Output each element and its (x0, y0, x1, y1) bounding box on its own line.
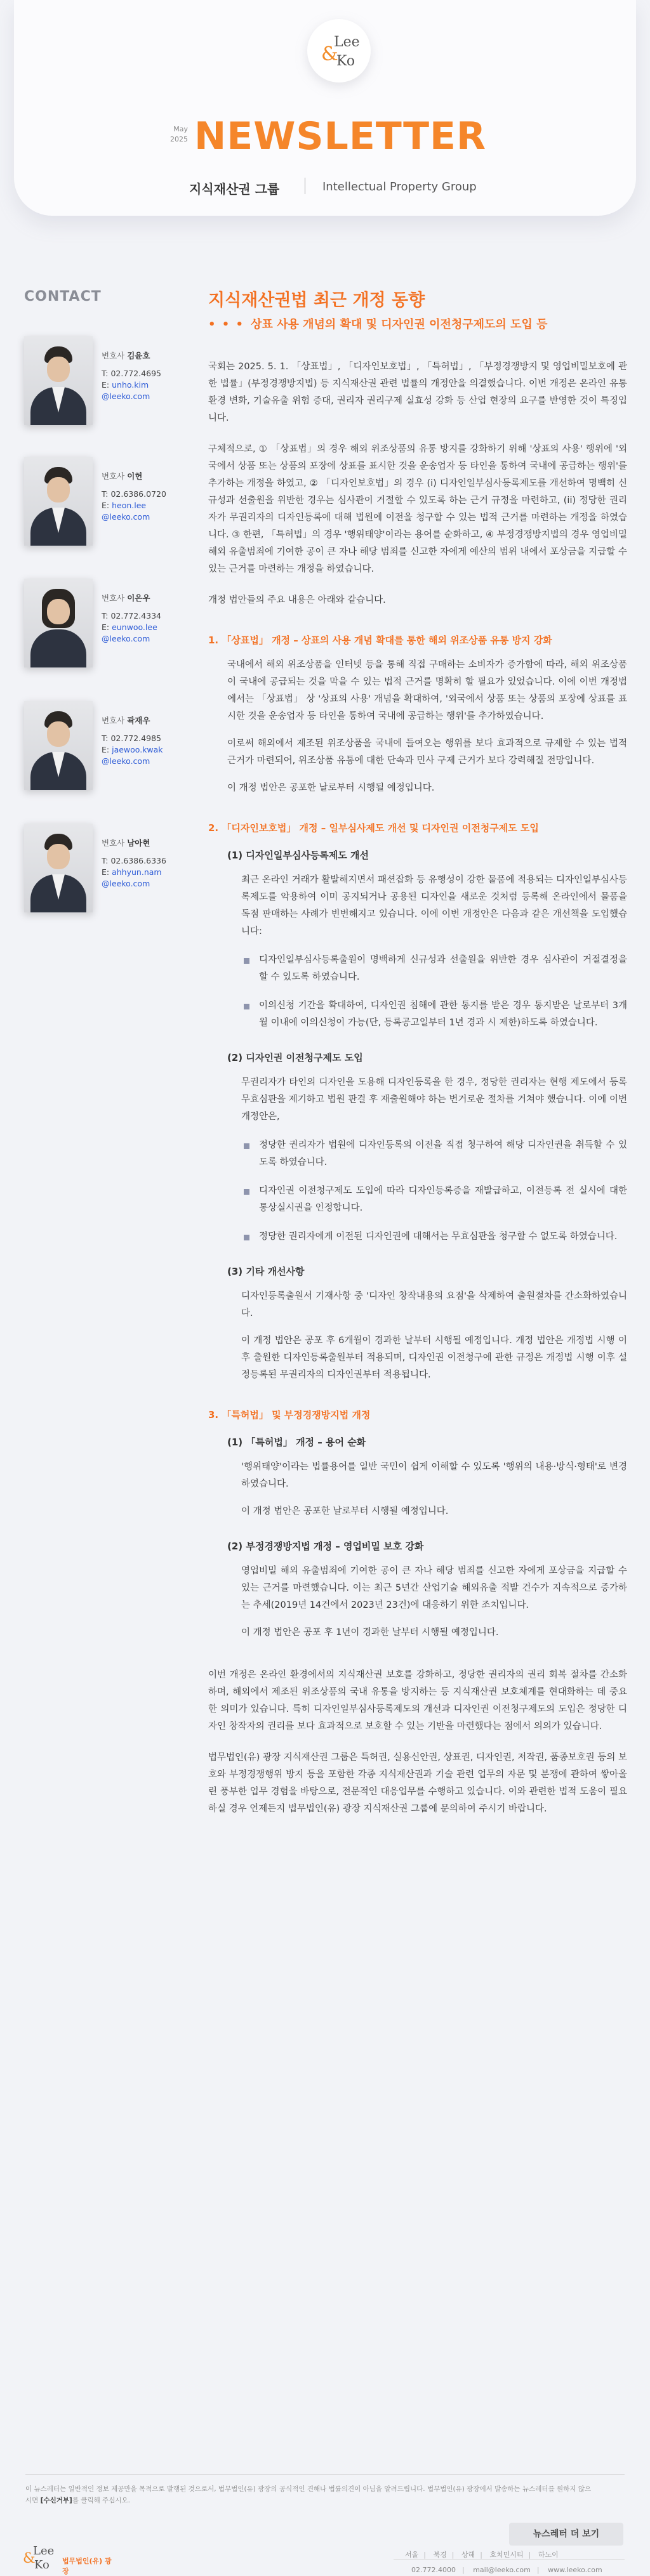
intro-paragraph: 구체적으로, ① 「상표법」의 경우 해외 위조상품의 유통 방지를 강화하기 위해 '상표의 사용' 행위에 '외국에서 상품 또는 상품의 포장에 상표를 표시한 것을 운송업자 등 타인을 통하여 국내에 공급하는 행위'를 추가하는 개정을 하였고, ② 「디자인보호법」의 경우 (i) 디자인일부심사등록제도를 개선하여 명백히 신규성과 선출원을 위반한 경우는 심사관이 거절할 수 있도록 하는 근거 규정을 마련하고, (ii) 정당한 권리자가 무권리자의 디자인등록에 대해 법원에 이전을 청구할 수 있는 법적 근거를 마련하는 개정을 하였습니다. ③ 한편, 「특허법」의 경우 '행위태양'이라는 용어를 순화하고, ④ 부정경쟁방지법의 경우 영업비밀 해외 유출범죄에 기여한 공이 큰 자나 해당 범죄를 신고한 자에게 예산의 범위 내에서 포상금을 지급할 수 있는 근거를 마련하는 개정을 하였습니다. (208, 444, 627, 574)
email-label: E: (102, 745, 112, 754)
closing-paragraph: 법무법인(유) 광장 지식재산권 그룹은 특허권, 실용신안권, 상표권, 디자인권, 저작권, 품종보호권 등의 보호와 부정경쟁행위 방지 등을 포함한 각종 지식재산권과 기술 관련 업무의 자문 및 분쟁에 관하여 쌓아올린 풍부한 업무 경험을 바탕으로, 전문적인 대응업무를 수행하고 있습니다. 이와 관련한 법적 도움이 필요하실 경우 언제든지 법무법인(유) 광장 지식재산권 그룹에 문의하여 주시기 바랍니다. (208, 1752, 627, 1814)
subsection-paragraph: 이 개정 법안은 공포 후 6개월이 경과한 날부터 시행될 예정입니다. 개정 법안은 개정법 시행 이후 출원한 디자인등록출원부터 적용되며, 디자인권 이전청구에 관한 규정은 개정법 시행 이후 설정등록된 무권리자의 디자인권부터 적용됩니다. (241, 1336, 627, 1380)
bullet-item: 정당한 권리자가 법원에 디자인등록의 이전을 직접 청구하여 해당 디자인권을 취득할 수 있도록 하였습니다. (241, 1137, 627, 1171)
lawyer-photo (24, 336, 93, 425)
article-title: 지식재산권법 최근 개정 동향 (208, 291, 425, 310)
contact-email-line (102, 744, 197, 756)
contact-email-domain[interactable]: @leeko.com (102, 512, 150, 522)
contact-email-link[interactable]: heon.lee (112, 501, 147, 510)
office-list: 서울 | 북경 | 상해 | 호치민시티 | 하노이 (405, 2551, 559, 2559)
section-number: 2. (208, 822, 219, 834)
contact-email-link[interactable]: jaewoo.kwak (112, 745, 163, 754)
unsubscribe-link[interactable]: [수신거부] (40, 2497, 72, 2504)
office-hcmc[interactable]: 호치민시티 (489, 2551, 524, 2559)
leeko-logo[interactable] (307, 19, 371, 82)
contact-phone: T: 02.6386.0720 (102, 489, 166, 499)
email-label: E: (102, 501, 112, 510)
subsection-paragraph: 최근 온라인 거래가 활발해지면서 패션잡화 등 유행성이 강한 물품에 적용되는 디자인일부심사등록제도를 악용하여 이미 공지되거나 공용된 디자인을 새로운 것처럼 등록해 온라인에서 물품을 독점 판매하는 사례가 빈번해지고 있습니다. 이에 이번 개정안은 다음과 같은 개선책을 도입했습니다: (241, 875, 627, 936)
contact-email-domain[interactable]: @leeko.com (102, 879, 150, 888)
group-name-english: Intellectual Property Group (322, 180, 477, 194)
closing-paragraph: 이번 개정은 온라인 환경에서의 지식재산권 보호를 강화하고, 정당한 권리자의 권리 회복 절차를 간소화하며, 해외에서 제조된 위조상품의 국내 유통을 방지하는 등 지식재산권 보호체계를 현대화하는 데 중요한 의미가 있습니다. 특히 디자인일부심사등록제도의 개선과 디자인권 이전청구제도의 도입은 정당한 디자인 창작자의 권리를 보다 효과적으로 보호할 수 있는 기반을 마련했다는 점에서 의의가 있습니다. (208, 1670, 627, 1732)
contact-phone: T: 02.772.4334 (102, 611, 161, 621)
section-heading (208, 1408, 627, 1421)
contact-role: 변호사 (102, 838, 125, 848)
subsection-paragraph: 이 개정 법안은 공포한 날로부터 시행될 예정입니다. (241, 1506, 449, 1516)
subsection-paragraph: 영업비밀 해외 유출범죄에 기여한 공이 큰 자나 해당 범죄를 신고한 자에게 포상금을 지급할 수 있는 근거를 마련했습니다. 이는 최근 5년간 산업기술 해외유출 적발 건수가 지속적으로 증가하는 추세(2019년 14건에서 2023년 23건)에 대응하기 위한 조치입니다. (241, 1566, 627, 1610)
intro-paragraph: 국회는 2025. 5. 1. 「상표법」, 「디자인보호법」, 「특허법」, 「부정경쟁방지 및 영업비밀보호에 관한 법률」(부정경쟁방지법) 등 지식재산권 관련 법률의 개정안을 의결했습니다. 이번 개정은 온라인 유통환경 변화, 기술유출 위험 증대, 권리자 권리구제 실효성 강화 등 산업 현장의 요구를 반영한 것이 특징입니다. (208, 362, 627, 423)
contact-info (102, 593, 197, 645)
disclaimer (25, 2483, 597, 2506)
office-beijing[interactable]: 북경 (433, 2551, 447, 2559)
intro-paragraph: 개정 법안들의 주요 내용은 아래와 같습니다. (208, 595, 386, 605)
subtitle-dots: • • • (208, 318, 245, 331)
section-heading (208, 633, 627, 647)
subsection-title: (1) 「특허법」 개정 – 용어 순화 (227, 1436, 366, 1448)
disclaimer-tail: 를 클릭해 주십시오. (72, 2497, 130, 2504)
contact-name-line (102, 471, 197, 482)
contact-email-link[interactable]: ahhyun.nam (112, 867, 162, 877)
section-paragraph: 이 개정 법안은 공포한 날로부터 시행될 예정입니다. (227, 783, 435, 793)
subsection-paragraph: 이 개정 법안은 공포 후 1년이 경과한 날부터 시행될 예정입니다. (241, 1627, 499, 1638)
footer-contacts: 02.772.4000 | mail@leeko.com | www.leeko.com (411, 2566, 602, 2574)
subsection-title: (3) 기타 개선사항 (227, 1266, 305, 1277)
subsection-title: (1) 디자인일부심사등록제도 개선 (227, 850, 369, 861)
footer-logo-ko: Ko (34, 2558, 50, 2572)
lawyer-photo (24, 701, 93, 790)
article-subtitle-line (208, 317, 627, 333)
email-label: E: (102, 380, 112, 390)
office-shanghai[interactable]: 상해 (461, 2551, 475, 2559)
contact-card (24, 336, 196, 431)
email-label: E: (102, 622, 112, 632)
contact-email-line (102, 500, 197, 511)
office-seoul[interactable]: 서울 (405, 2551, 419, 2559)
logo-lee: Lee (334, 34, 360, 50)
contact-email-line (102, 622, 197, 633)
contact-email-line (102, 867, 197, 878)
section-paragraph: 이로써 해외에서 제조된 위조상품을 국내에 들여오는 행위를 보다 효과적으로 규제할 수 있는 법적 근거가 마련되어, 위조상품 유통에 대한 단속과 민사 구제 근거가 보다 강력해질 전망입니다. (227, 739, 627, 766)
contact-info (102, 471, 197, 523)
contact-email-link[interactable]: unho.kim (112, 380, 149, 390)
contact-info (102, 715, 197, 767)
subsection-title: (2) 부정경쟁방지법 개정 – 영업비밀 보호 강화 (227, 1541, 424, 1552)
bullet-item: 이의신청 기간을 확대하여, 디자인권 침해에 관한 통지를 받은 경우 통지받은 날로부터 3개월 이내에 이의신청이 가능(단, 등록공고일부터 1년 경과 시 제한)하도록 하였습니다. (241, 997, 627, 1032)
footer-phone: 02.772.4000 (411, 2566, 456, 2574)
article-subtitle: 상표 사용 개념의 확대 및 디자인권 이전청구제도의 도입 등 (251, 318, 548, 331)
lawyer-photo (24, 579, 93, 667)
contact-email-link[interactable]: eunwoo.lee (112, 622, 157, 632)
subsection-paragraph: 디자인등록출원서 기재사항 중 '디자인 창작내용의 요점'을 삭제하여 출원절차를 간소화하였습니다. (241, 1291, 627, 1318)
footer-logo-lee: Lee (33, 2544, 55, 2558)
footer-website[interactable]: www.leeko.com (548, 2566, 602, 2574)
contact-name-line (102, 715, 197, 726)
footer-logo[interactable] (23, 2544, 118, 2575)
contact-phone: T: 02.772.4695 (102, 369, 161, 378)
logo-ampersand: & (321, 43, 338, 65)
issue-date (160, 124, 188, 145)
logo-ko: Ko (336, 53, 355, 69)
subsection-paragraph: '행위태양'이라는 법률용어를 일반 국민이 쉽게 이해할 수 있도록 '행위의 내용·방식·형태'로 변경하였습니다. (241, 1462, 627, 1489)
issue-year: 2025 (170, 135, 188, 143)
contact-email-domain[interactable]: @leeko.com (102, 756, 150, 766)
contact-info (102, 838, 197, 890)
contact-name-line (102, 593, 197, 604)
section-title: 「상표법」 개정 – 상표의 사용 개념 확대를 통한 해외 위조상품 유통 방지 강화 (222, 634, 552, 646)
contact-email-line (102, 379, 197, 391)
email-label: E: (102, 867, 112, 877)
issue-month: May (173, 125, 188, 133)
contact-name: 이은우 (127, 593, 150, 603)
section-number: 1. (208, 634, 219, 646)
header-card (14, 0, 636, 216)
section-paragraph: 국내에서 해외 위조상품을 인터넷 등을 통해 직접 구매하는 소비자가 증가함에 따라, 해외 위조상품이 국내에 공급되는 것을 막을 수 있는 법적 근거를 명확히 할 필요가 있었습니다. 이에 이번 개정법에서는 「상표법」 상 '상표의 사용' 개념을 확대하여, '외국에서 상품 또는 상품의 포장에 상표를 표시한 것을 운송업자 등 타인을 통하여 국내에 공급하는 행위'를 추가하였습니다. (227, 660, 628, 721)
contact-phone: T: 02.6386.6336 (102, 856, 166, 865)
section-heading (208, 821, 627, 834)
section-title: 「특허법」 및 부정경쟁방지법 개정 (222, 1409, 371, 1421)
bullet-item: 디자인일부심사등록출원이 명백하게 신규성과 선출원을 위반한 경우 심사관이 거절결정을 할 수 있도록 하였습니다. (241, 952, 627, 986)
footer-email[interactable]: mail@leeko.com (473, 2566, 531, 2574)
disclaimer-text: 이 뉴스레터는 일반적인 정보 제공만을 목적으로 발행된 것으로서, 법무법인(유) 광장의 공식적인 견해나 법률의견이 아님을 알려드립니다. 법무법인(유) 광장에서 발송하는 뉴스레터를 원하지 않으시면 (25, 2485, 592, 2504)
contact-role: 변호사 (102, 593, 125, 603)
newsletter-header (0, 0, 650, 254)
contact-role: 변호사 (102, 351, 125, 360)
contact-card (24, 457, 196, 552)
section-title: 「디자인보호법」 개정 – 일부심사제도 개선 및 디자인권 이전청구제도 도입 (222, 822, 539, 834)
contact-email-domain[interactable]: @leeko.com (102, 634, 150, 643)
more-newsletters-button[interactable]: 뉴스레터 더 보기 (509, 2523, 623, 2546)
subsection-title: (2) 디자인권 이전청구제도 도입 (227, 1052, 363, 1063)
bullet-item: 정당한 권리자에게 이전된 디자인권에 대해서는 무효심판을 청구할 수 없도록 하였습니다. (241, 1228, 627, 1245)
contact-name-line (102, 838, 197, 849)
firm-name: 법무법인(유) 광장 (62, 2557, 112, 2575)
contact-name: 곽재우 (127, 716, 150, 725)
subsection-paragraph: 무권리자가 타인의 디자인을 도용해 디자인등록을 한 경우, 정당한 권리자는 현행 제도에서 등록무효심판을 제기하고 법원 판결 후 재출원해야 하는 번거로운 절차를 거쳐야 했습니다. 이에 이번 개정안은, (241, 1077, 627, 1122)
article (208, 289, 627, 1818)
lawyer-photo (24, 457, 93, 546)
newsletter-title: NEWSLETTER (194, 114, 487, 159)
contact-role: 변호사 (102, 716, 125, 725)
contact-name: 이헌 (127, 471, 143, 481)
newsletter-footer (0, 2474, 650, 2575)
office-hanoi[interactable]: 하노이 (538, 2551, 559, 2559)
contact-role: 변호사 (102, 471, 125, 481)
bullet-item: 디자인권 이전청구제도 도입에 따라 디자인등록증을 재발급하고, 이전등록 전 실시에 대한 통상실시권을 인정합니다. (241, 1183, 627, 1217)
lawyer-photo (24, 824, 93, 912)
footer-divider (25, 2474, 625, 2475)
footer-logo-ampersand: & (23, 2551, 36, 2566)
group-name-korean: 지식재산권 그룹 (189, 181, 280, 197)
contact-info (102, 350, 197, 402)
contact-name: 남아현 (127, 838, 150, 848)
contact-name: 김윤호 (127, 351, 150, 360)
contact-name-line (102, 350, 197, 362)
contact-phone: T: 02.772.4985 (102, 733, 161, 743)
contact-email-domain[interactable]: @leeko.com (102, 391, 150, 401)
contact-card (24, 701, 196, 796)
section-number: 3. (208, 1409, 219, 1421)
contact-heading: CONTACT (24, 289, 102, 305)
contact-card (24, 824, 196, 919)
contact-card (24, 579, 196, 674)
